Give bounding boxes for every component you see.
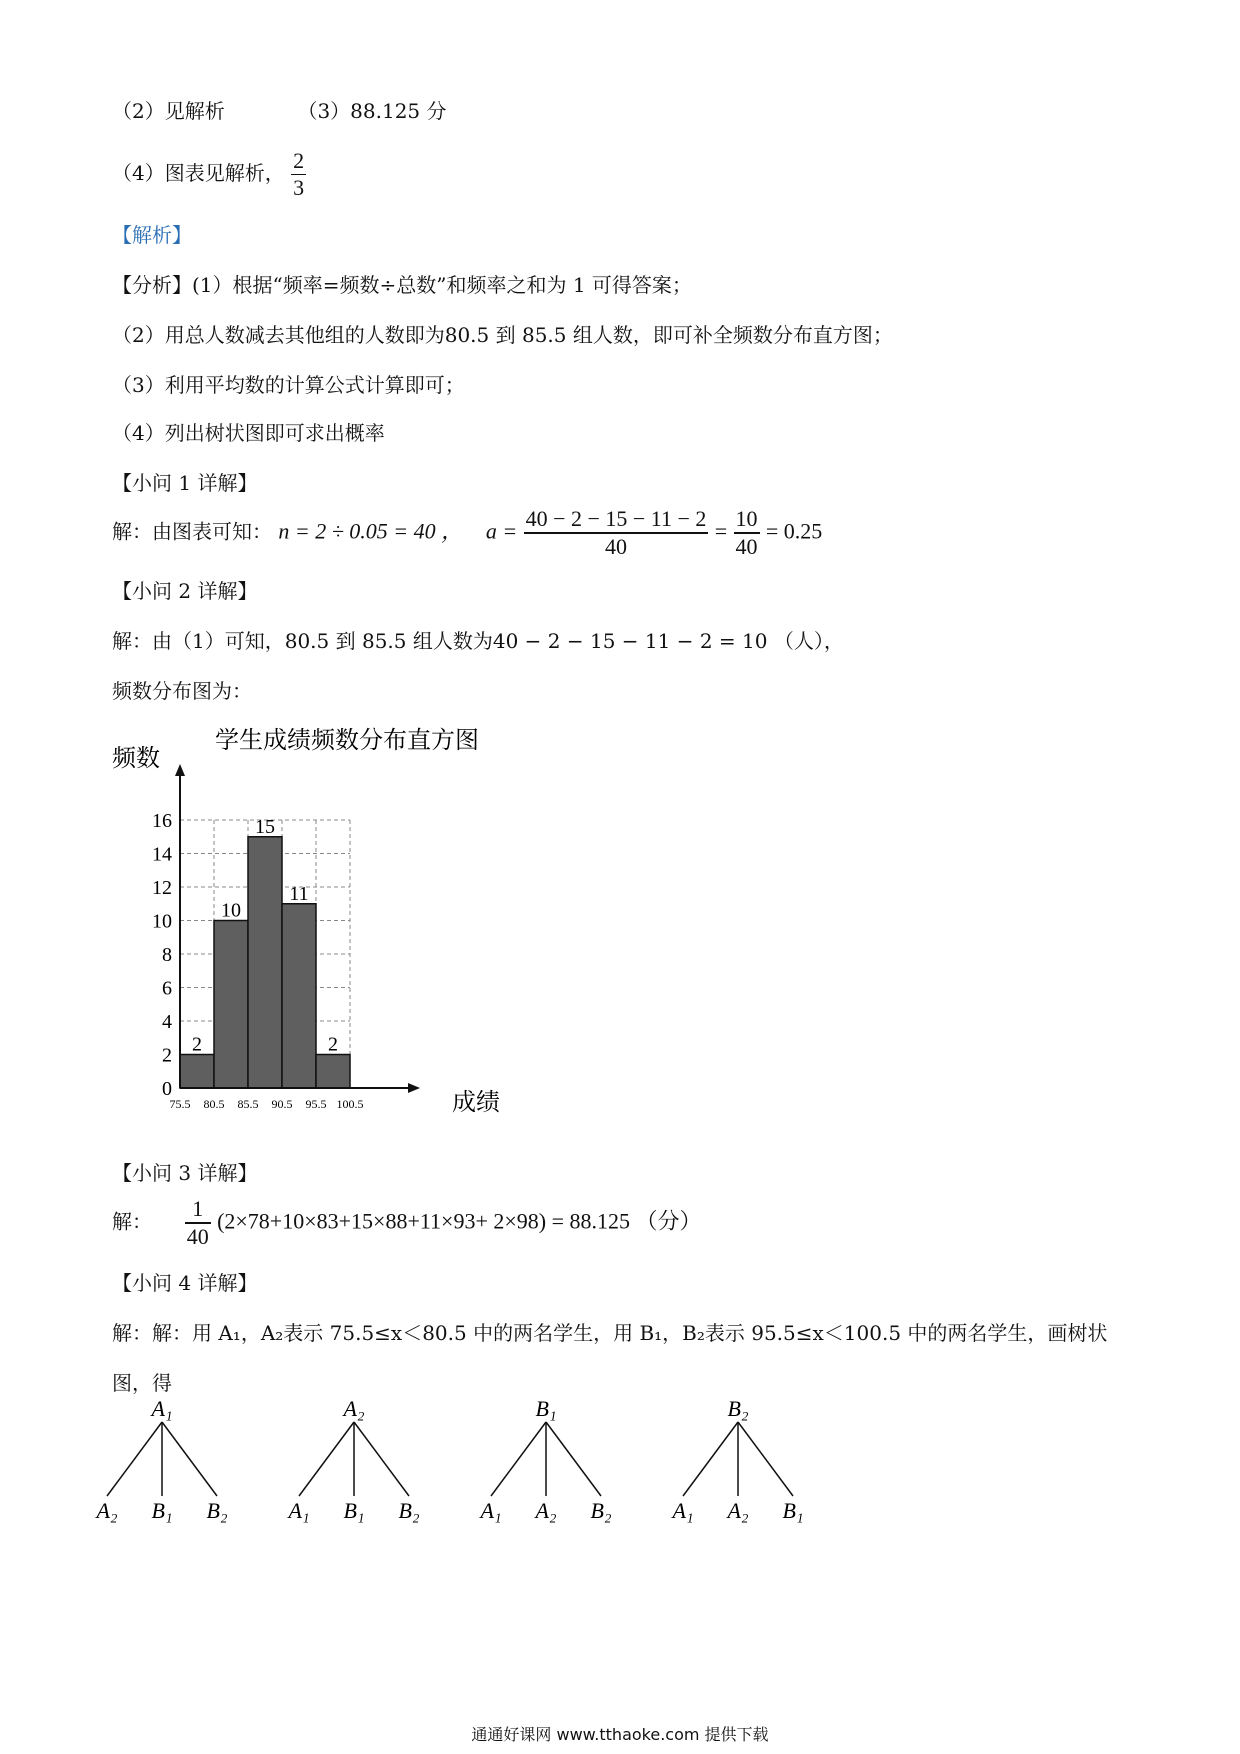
tree-branch [299, 1422, 354, 1496]
answer-2-3 [112, 98, 447, 124]
answer-4-prefix: （4）图表见解析， [112, 161, 285, 185]
bar-value-label: 15 [255, 815, 275, 838]
q4-line-2: 图，得 [112, 1371, 172, 1395]
q1-fraction-1: $\frac{40 - 2 - 15 - 11 - 2}{40}$ [525, 506, 707, 559]
x-tick-label: 90.5 [271, 1097, 293, 1111]
q4-line-1: 解：解：用 A₁，A₂表示 75.5≤x＜80.5 中的两名学生，用 B₁，B₂表示 95.5≤x＜100.5 中的两名学生，画树状 [112, 1321, 1108, 1345]
tree-leaf-label: A₂ [535, 1498, 557, 1523]
tree-root-label: B₂ [727, 1396, 749, 1421]
q1-fraction-2: $\frac{10}{40}$ [735, 506, 758, 559]
tree-root-label: A₁ [151, 1396, 173, 1421]
q1-prefix: 解：由图表可知： [112, 519, 272, 544]
q1-eq1: n = 2 ÷ 0.05 = 40 ， [278, 518, 464, 544]
x-axis-arrow [408, 1083, 420, 1093]
q1-title: 【小问 1 详解】 [112, 471, 258, 495]
x-tick-label: 80.5 [203, 1097, 225, 1111]
chart-title: 学生成绩频数分布直方图 [215, 726, 479, 754]
jiexi-label: 【解析】 [112, 223, 192, 247]
q3-prefix: 解： [112, 1209, 152, 1234]
analysis-line-1: 【分析】(1）根据“频率=频数÷总数”和频率之和为 1 可得答案； [112, 273, 692, 297]
q3-title: 【小问 3 详解】 [112, 1161, 258, 1185]
histogram-bar [248, 837, 282, 1088]
y-tick-label: 6 [162, 977, 172, 1000]
y-tick-label: 2 [162, 1044, 172, 1067]
bar-value-label: 11 [289, 882, 309, 905]
x-axis-label: 成绩 [452, 1088, 500, 1116]
y-tick-label: 14 [152, 843, 172, 866]
q3-fraction: $\frac{1}{40}$ [186, 1196, 209, 1249]
answer-4-fraction: $\frac{2}{3}$ [293, 148, 305, 200]
analysis-line-4: （4）列出树状图即可求出概率 [112, 421, 385, 445]
histogram-chart [100, 718, 520, 1118]
q1-solution [112, 506, 822, 560]
answer-2: （2）见解析 [112, 99, 225, 123]
tree-leaf-label: A₁ [288, 1498, 310, 1523]
histogram-bar [214, 921, 248, 1089]
histogram-bar [180, 1055, 214, 1089]
analysis-line-3: （3）利用平均数的计算公式计算即可； [112, 373, 465, 397]
tree-leaf-label: B₂ [590, 1498, 612, 1523]
x-tick-label: 75.5 [169, 1097, 191, 1111]
answer-4 [112, 148, 306, 201]
x-tick-label: 95.5 [305, 1097, 327, 1111]
histogram-bar [282, 904, 316, 1088]
tree-branch [491, 1422, 546, 1496]
q1-a-eq: a = [485, 518, 518, 544]
tree-leaf-label: A₂ [96, 1498, 118, 1523]
q2-line: 解：由（1）可知，80.5 到 85.5 组人数为40 − 2 − 15 − 11 − 2 = 10 （人）， [112, 629, 844, 653]
analysis-line-2: （2）用总人数减去其他组的人数即为80.5 到 85.5 组人数，即可补全频数分布直方图； [112, 323, 893, 347]
bar-value-label: 2 [192, 1033, 202, 1056]
tree-leaf-label: A₁ [672, 1498, 694, 1523]
tree [286, 1396, 419, 1523]
tree-branch [546, 1422, 601, 1496]
tree-root-label: A₂ [343, 1396, 365, 1421]
footer: 通通好课网 www.tthaoke.com 提供下载 [471, 1725, 769, 1744]
y-axis-label: 频数 [112, 744, 160, 772]
tree-leaf-label: A₁ [480, 1498, 502, 1523]
tree-branch [107, 1422, 162, 1496]
q1-eq-sign: = [714, 518, 728, 544]
x-tick-label: 85.5 [237, 1097, 259, 1111]
q4-title: 【小问 4 详解】 [112, 1271, 258, 1295]
y-tick-label: 16 [152, 810, 172, 832]
tree-root-label: B₁ [535, 1396, 557, 1421]
histogram-bar [316, 1055, 350, 1089]
y-tick-label: 8 [162, 944, 172, 966]
y-axis-arrow [175, 764, 185, 776]
tree-branch [683, 1422, 738, 1496]
x-tick-label: 100.5 [336, 1097, 364, 1111]
tree-leaf-label: B₂ [398, 1498, 420, 1523]
q3-solution [112, 1196, 702, 1250]
tree-branch [162, 1422, 217, 1496]
tree-leaf-label: A₂ [727, 1498, 749, 1523]
tree-leaf-label: B₁ [151, 1498, 173, 1523]
y-tick-label: 0 [162, 1078, 172, 1100]
tree-leaf-label: B₁ [343, 1498, 365, 1523]
q2-title: 【小问 2 详解】 [112, 579, 258, 603]
tree-branch [738, 1422, 793, 1496]
q1-result: = 0.25 [765, 518, 823, 544]
y-tick-label: 12 [152, 877, 172, 899]
tree-leaf-label: B₂ [206, 1498, 228, 1523]
bar-value-label: 2 [328, 1033, 338, 1056]
tree [478, 1396, 611, 1523]
y-tick-label: 10 [152, 910, 172, 933]
bar-value-label: 10 [221, 899, 241, 922]
y-tick-label: 4 [162, 1011, 172, 1033]
tree-leaf-label: B₁ [782, 1498, 804, 1523]
q2-line-2: 频数分布图为： [112, 679, 252, 703]
tree-diagram [96, 1390, 960, 1540]
tree-branch [354, 1422, 409, 1496]
answer-3: （3）88.125 分 [297, 99, 447, 123]
tree [94, 1396, 227, 1523]
q3-expression: (2×78+10×83+15×88+11×93+ 2×98) = 88.125 （分） [217, 1208, 702, 1234]
tree [670, 1396, 803, 1523]
